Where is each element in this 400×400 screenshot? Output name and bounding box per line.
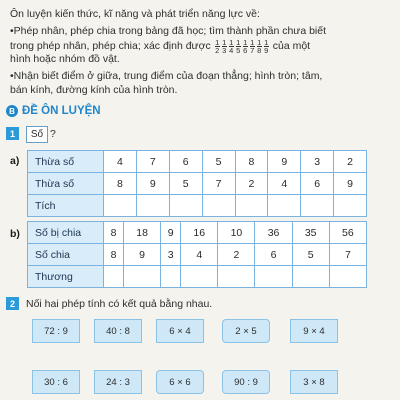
answer-cell[interactable] <box>334 195 367 217</box>
table-b-label: b) <box>10 228 20 240</box>
table-cell: 4 <box>268 173 301 195</box>
fraction-numerator: 1 <box>229 38 234 47</box>
answer-cell[interactable] <box>235 195 268 217</box>
row-header: Thừa số <box>28 173 104 195</box>
table-cell: 4 <box>181 244 218 266</box>
table-cell: 2 <box>334 151 367 173</box>
fraction <box>243 39 248 54</box>
answer-cell[interactable] <box>292 266 329 288</box>
expression-box[interactable]: 6 × 6 <box>156 370 204 394</box>
exercise-2-prompt: Nối hai phép tính có kết quả bằng nhau. <box>26 298 213 310</box>
fraction <box>229 39 234 54</box>
answer-cell[interactable] <box>301 195 334 217</box>
fraction-denominator: 7 <box>250 46 255 55</box>
table-cell: 5 <box>202 151 235 173</box>
table-row <box>28 173 367 195</box>
fraction <box>250 39 255 54</box>
fraction <box>222 39 227 54</box>
exercise-1-number: 1 <box>6 127 19 140</box>
table-cell: 8 <box>104 222 124 244</box>
table-cell: 9 <box>334 173 367 195</box>
table-cell: 7 <box>136 151 169 173</box>
fraction-denominator: 5 <box>236 46 241 55</box>
expression-box[interactable]: 3 × 8 <box>290 370 338 394</box>
intro-bullet-1d: hình hoặc nhóm đồ vật. <box>10 53 120 65</box>
table-cell: 16 <box>181 222 218 244</box>
fraction-denominator: 3 <box>222 46 227 55</box>
row-header: Số chia <box>28 244 104 266</box>
section-badge: B <box>6 105 18 117</box>
row-header: Thừa số <box>28 151 104 173</box>
table-cell: 7 <box>329 244 366 266</box>
intro-bullet-1a: •Phép nhân, phép chia trong bảng đã học; tìm thành phần chưa biết <box>10 25 327 37</box>
table-cell: 6 <box>169 151 202 173</box>
expression-box[interactable]: 40 : 8 <box>94 319 142 343</box>
table-cell: 2 <box>218 244 255 266</box>
exercise-1-prompt-mark: ? <box>50 128 56 140</box>
table-cell: 9 <box>268 151 301 173</box>
expression-box[interactable]: 30 : 6 <box>32 370 80 394</box>
answer-cell[interactable] <box>161 266 181 288</box>
table-row <box>28 195 367 217</box>
answer-cell[interactable] <box>181 266 218 288</box>
section-heading <box>6 105 101 117</box>
table-cell: 10 <box>218 222 255 244</box>
fraction-numerator: 1 <box>257 38 262 47</box>
table-cell: 7 <box>202 173 235 195</box>
table-cell: 2 <box>235 173 268 195</box>
section-title: ĐỀ ÔN LUYỆN <box>22 105 101 117</box>
fraction-denominator: 2 <box>215 46 220 55</box>
expression-box[interactable]: 6 × 4 <box>156 319 204 343</box>
fraction <box>257 39 262 54</box>
fraction <box>236 39 241 54</box>
table-cell: 18 <box>124 222 161 244</box>
table-cell: 9 <box>136 173 169 195</box>
expression-box[interactable]: 9 × 4 <box>290 319 338 343</box>
answer-cell[interactable] <box>329 266 366 288</box>
answer-cell[interactable] <box>169 195 202 217</box>
fraction-numerator: 1 <box>243 38 248 47</box>
fraction-denominator: 9 <box>264 46 269 55</box>
table-row <box>28 266 367 288</box>
row-header: Tích <box>28 195 104 217</box>
answer-cell[interactable] <box>104 195 137 217</box>
row-header: Số bị chia <box>28 222 104 244</box>
intro-bullet-2b: bán kính, đường kính của hình tròn. <box>10 84 178 96</box>
fraction-denominator: 6 <box>243 46 248 55</box>
table-b <box>27 221 367 288</box>
intro-bullet-2a: •Nhận biết điểm ở giữa, trung điểm của đoạn thẳng; hình tròn; tâm, <box>10 70 323 82</box>
fraction-numerator: 1 <box>264 38 269 47</box>
table-cell: 9 <box>124 244 161 266</box>
table-row <box>28 151 367 173</box>
answer-cell[interactable] <box>255 266 292 288</box>
fraction-list <box>214 39 270 54</box>
table-cell: 8 <box>104 173 137 195</box>
row-header: Thương <box>28 266 104 288</box>
table-cell: 35 <box>292 222 329 244</box>
fraction <box>264 39 269 54</box>
fraction-numerator: 1 <box>215 38 220 47</box>
table-cell: 4 <box>104 151 137 173</box>
answer-cell[interactable] <box>124 266 161 288</box>
exercise-1-prompt-box: Số <box>26 126 48 143</box>
fraction <box>215 39 220 54</box>
answer-cell[interactable] <box>268 195 301 217</box>
expression-box[interactable]: 2 × 5 <box>222 319 270 343</box>
intro-bullet-1b: trong phép nhân, phép chia; xác định được <box>10 40 211 52</box>
table-cell: 6 <box>255 244 292 266</box>
table-cell: 5 <box>292 244 329 266</box>
fraction-denominator: 8 <box>257 46 262 55</box>
table-cell: 3 <box>301 151 334 173</box>
fraction-numerator: 1 <box>250 38 255 47</box>
intro-bullet-1b-line <box>10 39 310 54</box>
expression-box[interactable]: 90 : 9 <box>222 370 270 394</box>
table-cell: 3 <box>161 244 181 266</box>
expression-box[interactable]: 24 : 3 <box>94 370 142 394</box>
table-cell: 8 <box>104 244 124 266</box>
answer-cell[interactable] <box>136 195 169 217</box>
table-cell: 36 <box>255 222 292 244</box>
table-row <box>28 222 367 244</box>
table-cell: 9 <box>161 222 181 244</box>
answer-cell[interactable] <box>202 195 235 217</box>
answer-cell[interactable] <box>218 266 255 288</box>
table-cell: 56 <box>329 222 366 244</box>
table-cell: 6 <box>301 173 334 195</box>
table-cell: 8 <box>235 151 268 173</box>
fraction-numerator: 1 <box>236 38 241 47</box>
fraction-numerator: 1 <box>222 38 227 47</box>
exercise-2-number: 2 <box>6 297 19 310</box>
answer-cell[interactable] <box>104 266 124 288</box>
table-a <box>27 150 367 217</box>
intro-line: Ôn luyện kiến thức, kĩ năng và phát triển năng lực về: <box>10 8 260 20</box>
intro-bullet-1c: của một <box>272 40 311 52</box>
table-row <box>28 244 367 266</box>
fraction-denominator: 4 <box>229 46 234 55</box>
table-a-label: a) <box>10 155 20 167</box>
expression-box[interactable]: 72 : 9 <box>32 319 80 343</box>
table-cell: 5 <box>169 173 202 195</box>
